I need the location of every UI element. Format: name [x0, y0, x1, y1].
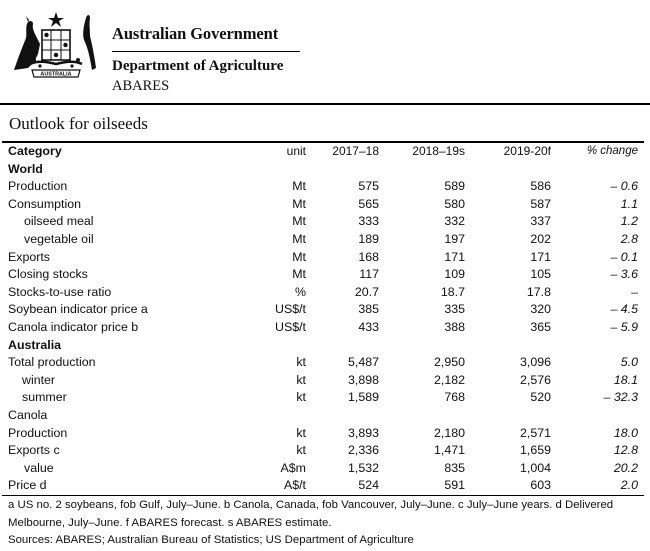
cell-2019-20: 2,571 [519, 425, 551, 440]
cell-unit: kt [296, 443, 306, 458]
column-header-2017-18: 2017–18 [332, 144, 379, 158]
table-body [2, 161, 646, 495]
cell-unit: % [294, 284, 306, 299]
cell-category: vegetable oil [24, 231, 94, 246]
cell-change: 5.0 [620, 355, 638, 370]
cell-unit: US$/t [275, 319, 306, 334]
department-name: Department of Agriculture [112, 58, 284, 74]
cell-2019-20: 2,576 [519, 372, 551, 387]
section-row [2, 161, 646, 179]
section-row [2, 407, 646, 425]
wordmark-divider [112, 51, 300, 52]
cell-2019-20: 586 [530, 179, 551, 194]
cell-change: – [631, 284, 638, 299]
cell-2017-18: 3,893 [347, 425, 379, 440]
oilseeds-table [2, 143, 646, 495]
table-row [2, 319, 646, 337]
government-title: Australian Government [112, 24, 279, 43]
cell-unit: Mt [292, 267, 306, 282]
column-header-change: % change [586, 145, 638, 157]
table-row [2, 425, 646, 443]
cell-unit: kt [296, 355, 306, 370]
cell-2018-19: 591 [444, 478, 465, 493]
cell-2018-19: 2,182 [433, 372, 465, 387]
cell-unit: Mt [292, 231, 306, 246]
footnote-line: a US no. 2 soybeans, fob Gulf, July–June. b Canola, Canada, fob Vancouver, July–June. c July–June years. d Delivered [8, 499, 614, 511]
table-row [2, 231, 646, 249]
cell-2019-20: 1,004 [519, 460, 551, 475]
table-row [2, 442, 646, 460]
cell-2018-19: 589 [444, 179, 465, 194]
cell-category: value [24, 460, 54, 475]
cell-2019-20: 365 [530, 319, 551, 334]
cell-2019-20: 202 [530, 231, 551, 246]
cell-category: Canola indicator price b [8, 319, 139, 334]
table-row [2, 389, 646, 407]
cell-2018-19: 2,180 [433, 425, 465, 440]
column-header-category: Category [8, 144, 62, 158]
cell-2017-18: 433 [358, 319, 379, 334]
cell-2019-20: 17.8 [526, 284, 551, 299]
cell-2018-19: 835 [444, 460, 465, 475]
cell-2019-20: 520 [530, 390, 551, 405]
cell-category: summer [22, 390, 67, 405]
cell-2019-20: 320 [530, 302, 551, 317]
cell-category: Closing stocks [8, 267, 88, 282]
cell-unit: A$/t [283, 478, 306, 493]
cell-change: 2.0 [620, 478, 638, 493]
cell-2017-18: 333 [358, 214, 379, 229]
cell-change: 18.0 [613, 425, 638, 440]
cell-category: Soybean indicator price a [8, 302, 148, 317]
section-label: World [8, 161, 43, 176]
table-row [2, 249, 646, 267]
cell-change: – 3.6 [610, 267, 638, 282]
cell-change: 20.2 [613, 460, 638, 475]
cell-category: Total production [8, 355, 96, 370]
cell-2018-19: 388 [444, 319, 465, 334]
cell-category: oilseed meal [24, 214, 94, 229]
cell-2017-18: 524 [358, 478, 379, 493]
table-header-row [2, 143, 646, 161]
cell-2017-18: 117 [359, 267, 379, 282]
page-title: Outlook for oilseeds [9, 114, 148, 133]
cell-2019-20: 603 [530, 478, 551, 493]
cell-2017-18: 20.7 [354, 284, 379, 299]
column-header-2019-20: 2019-20f [503, 144, 551, 158]
cell-change: – 4.5 [610, 302, 638, 317]
cell-2018-19: 2,950 [433, 355, 465, 370]
cell-change: 2.8 [620, 231, 638, 246]
cell-unit: kt [296, 425, 306, 440]
cell-2018-19: 1,471 [433, 443, 465, 458]
cell-change: – 0.1 [610, 249, 638, 264]
oilseeds-table-container [0, 141, 650, 496]
cell-change: 18.1 [613, 372, 638, 387]
cell-change: – 5.9 [610, 319, 638, 334]
cell-2018-19: 109 [444, 267, 465, 282]
svg-text:AUSTRALIA: AUSTRALIA [40, 71, 72, 78]
cell-unit: Mt [292, 249, 306, 264]
cell-2017-18: 2,336 [347, 443, 379, 458]
agency-name: ABARES [112, 78, 170, 94]
cell-change: – 0.6 [610, 179, 638, 194]
cell-category: Exports [8, 249, 51, 264]
cell-2018-19: 580 [444, 196, 465, 211]
section-row [2, 337, 646, 355]
cell-category: Production [8, 425, 68, 440]
table-row [2, 284, 646, 302]
cell-category: Consumption [8, 196, 82, 211]
cell-unit: Mt [292, 196, 306, 211]
cell-2017-18: 189 [358, 231, 379, 246]
cell-2018-19: 18.7 [440, 284, 465, 299]
cell-2017-18: 3,898 [347, 372, 379, 387]
cell-category: Production [8, 179, 68, 194]
cell-unit: kt [296, 372, 306, 387]
cell-2019-20: 171 [530, 249, 551, 264]
cell-change: – 32.3 [603, 390, 638, 405]
coat-of-arms-icon [8, 8, 104, 80]
cell-change: 12.8 [613, 443, 638, 458]
table-row [2, 301, 646, 319]
table-row [2, 213, 646, 231]
section-label: Canola [8, 407, 48, 422]
table-notes [8, 497, 628, 550]
cell-2019-20: 337 [530, 214, 551, 229]
column-header-2018-19: 2018–19s [412, 144, 465, 158]
section-label: Australia [8, 337, 62, 352]
cell-unit: Mt [292, 179, 306, 194]
table-row [2, 266, 646, 284]
cell-category: Exports c [8, 443, 60, 458]
cell-2017-18: 5,487 [347, 355, 379, 370]
cell-2017-18: 575 [358, 179, 379, 194]
cell-2018-19: 332 [444, 214, 465, 229]
cell-2019-20: 1,659 [519, 443, 551, 458]
cell-category: Stocks-to-use ratio [8, 284, 112, 299]
cell-2019-20: 3,096 [519, 355, 551, 370]
cell-2019-20: 105 [530, 267, 551, 282]
sources-line: Sources: ABARES; Australian Bureau of Statistics; US Department of Agriculture [8, 534, 414, 546]
cell-unit: A$m [280, 460, 306, 475]
table-row [2, 178, 646, 196]
cell-2017-18: 1,589 [347, 390, 379, 405]
header-divider [0, 103, 650, 105]
cell-unit: kt [296, 390, 306, 405]
table-row [2, 372, 646, 390]
column-header-unit: unit [286, 144, 306, 158]
header [0, 0, 650, 100]
cell-2018-19: 335 [444, 302, 465, 317]
cell-2018-19: 768 [444, 390, 465, 405]
table-row [2, 196, 646, 214]
cell-unit: US$/t [275, 302, 306, 317]
cell-2017-18: 168 [358, 249, 379, 264]
cell-change: 1.2 [620, 214, 638, 229]
table-row [2, 477, 646, 495]
footnote-line: Melbourne, July–June. f ABARES forecast. s ABARES estimate. [8, 516, 332, 529]
government-wordmark [112, 24, 300, 95]
cell-2018-19: 197 [444, 231, 465, 246]
cell-unit: Mt [292, 214, 306, 229]
table-bottom-rule [2, 495, 644, 496]
table-row [2, 460, 646, 478]
cell-2017-18: 1,532 [347, 460, 379, 475]
cell-2017-18: 565 [358, 196, 379, 211]
cell-category: Price d [8, 478, 47, 493]
cell-2019-20: 587 [530, 196, 551, 211]
table-row [2, 354, 646, 372]
cell-2018-19: 171 [444, 249, 465, 264]
cell-category: winter [22, 372, 56, 387]
cell-2017-18: 385 [358, 302, 379, 317]
cell-change: 1.1 [620, 196, 638, 211]
